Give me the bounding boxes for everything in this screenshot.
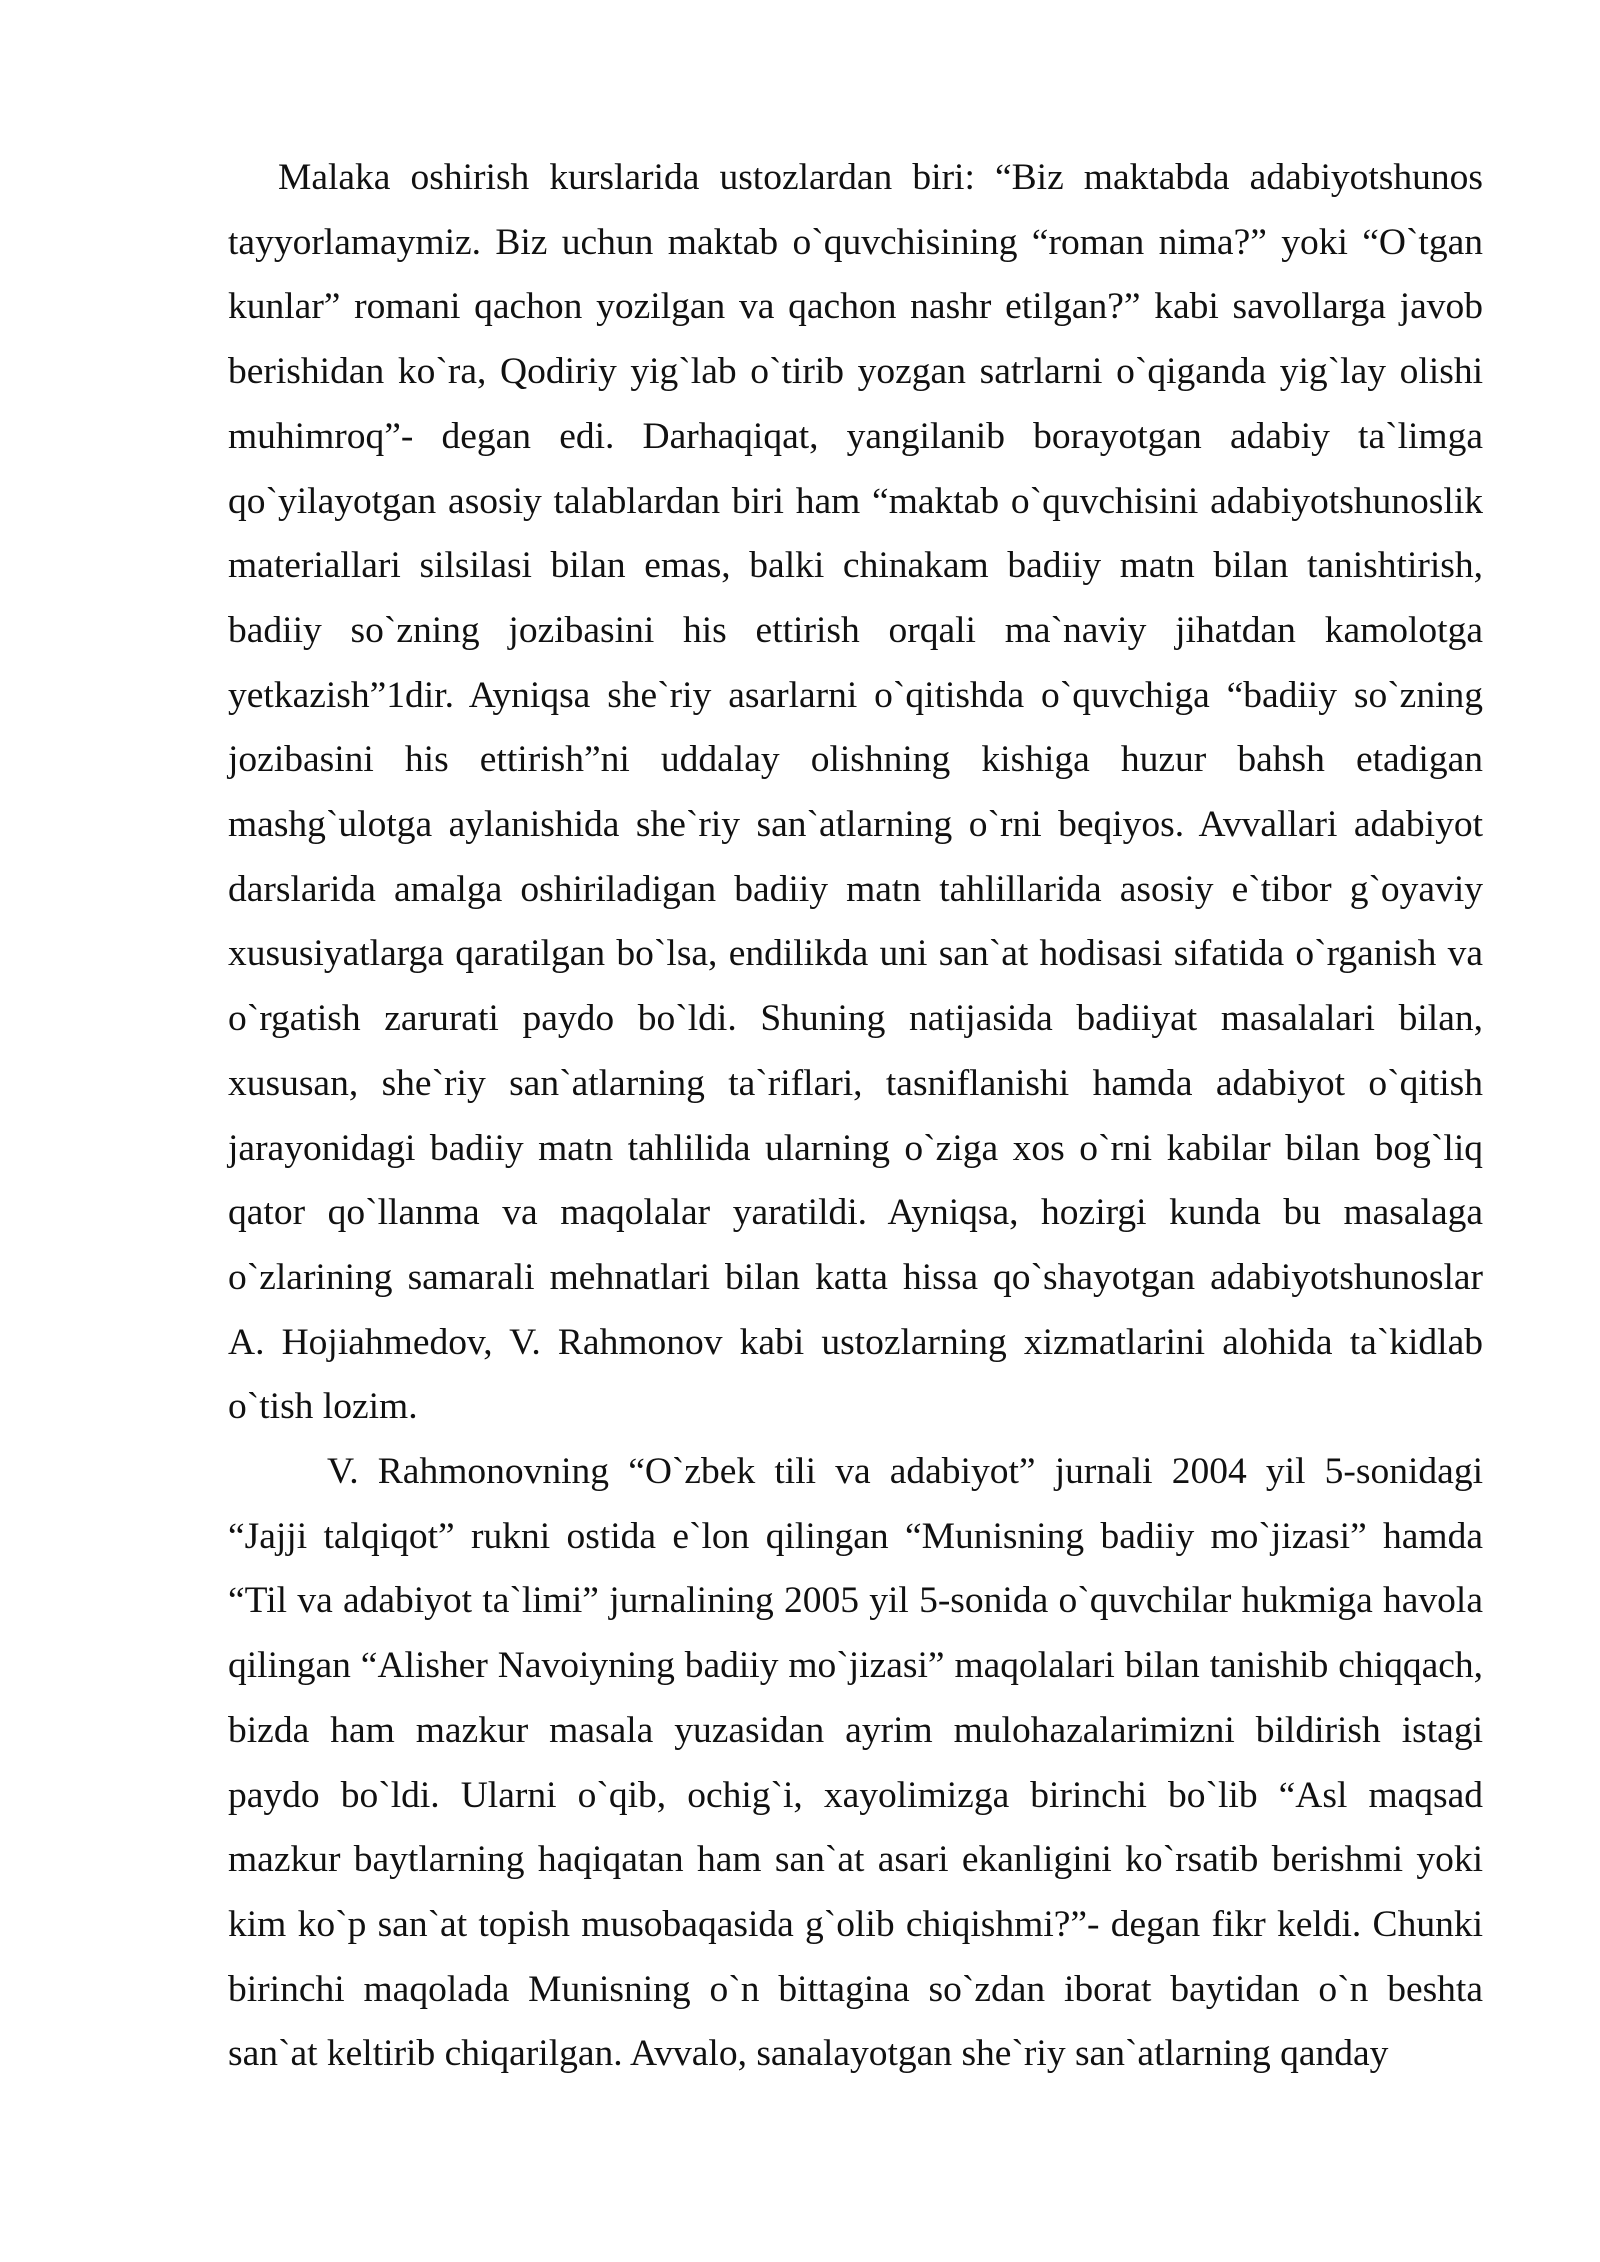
paragraph-1: Malaka oshirish kurslarida ustozlardan biri: “Biz maktabda adabiyotshunos tayyorlamaymiz. Biz uchun maktab o`quvchisining “roman nima?” yoki “O`tgan kunlar” romani qachon yozilgan va qachon nashr etilgan?” kabi savollarga javob berishidan ko`ra, Qodiriy yig`lab o`tirib yozgan satrlarni o`qiganda yig`lay olishi muhimroq”- degan edi. Darhaqiqat, yangilanib borayotgan adabiy ta`limga qo`yilayotgan asosiy talablardan biri ham “maktab o`quvchisini adabiyotshunoslik materiallari silsilasi bilan emas, balki chinakam badiiy matn bilan tanishtirish, badiiy so`zning jozibasini his ettirish orqali ma`naviy jihatdan kamolotga yetkazish”1dir. Ayniqsa she`riy asarlarni o`qitishda o`quvchiga “badiiy so`zning jozibasini his ettirish”ni uddalay olishning kishiga huzur bahsh etadigan mashg`ulotga aylanishida she`riy san`atlarning o`rni beqiyos. Avvallari adabiyot darslarida amalga oshiriladigan badiiy matn tahlillarida asosiy e`tibor g`oyaviy xususiyatlarga qaratilgan bo`lsa, endilikda uni san`at hodisasi sifatida o`rganish va o`rgatish zarurati paydo bo`ldi. Shuning natijasida badiiyat masalalari bilan, xususan, she`riy san`atlarning ta`riflari, tasniflanishi hamda adabiyot o`qitish jarayonidagi badiiy matn tahlilida ularning o`ziga xos o`rni kabilar bilan bog`liq qator qo`llanma va maqolalar yaratildi. Ayniqsa, hozirgi kunda bu masalaga o`zlarining samarali mehnatlari bilan katta hissa qo`shayotgan adabiyotshunoslar A. Hojiahmedov, V. Rahmonov kabi ustozlarning xizmatlarini alohida ta`kidlab o`tish lozim. [228, 157, 1483, 1428]
body-text [228, 146, 1483, 2087]
paragraph-2: V. Rahmonovning “O`zbek tili va adabiyot” jurnali 2004 yil 5-sonidagi “Jajji talqiqot” rukni ostida e`lon qilingan “Munisning badiiy mo`jizasi” hamda “Til va adabiyot ta`limi” jurnalining 2005 yil 5-sonida o`quvchilar hukmiga havola qilingan “Alisher Navoiyning badiiy mo`jizasi” maqolalari bilan tanishib chiqqach, bizda ham mazkur masala yuzasidan ayrim mulohazalarimizni bildirish istagi paydo bo`ldi. Ularni o`qib, ochig`i, xayolimizga birinchi bo`lib “Asl maqsad mazkur baytlarning haqiqatan ham san`at asari ekanligini ko`rsatib berishmi yoki kim ko`p san`at topish musobaqasida g`olib chiqishmi?”- degan fikr keldi. Chunki birinchi maqolada Munisning o`n bittagina so`zdan iborat baytidan o`n beshta san`at keltirib chiqarilgan. Avvalo, sanalayotgan she`riy san`atlarning qanday [228, 1451, 1483, 2075]
